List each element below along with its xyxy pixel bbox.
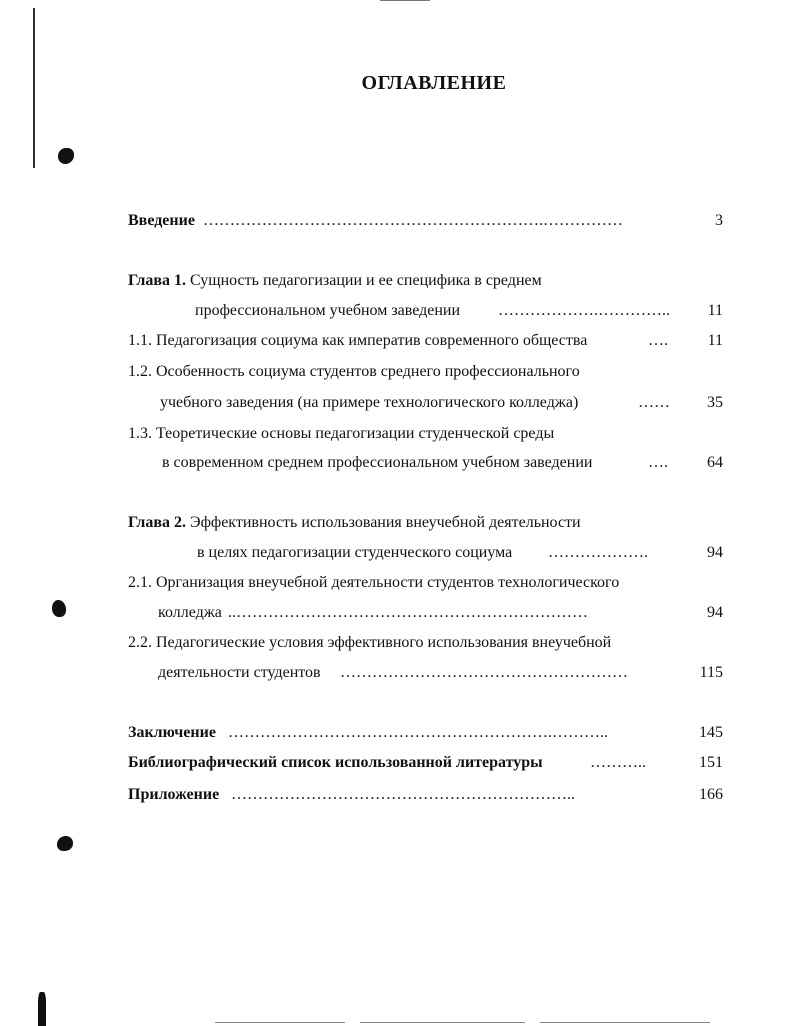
toc-leader: ………..: [590, 754, 646, 771]
page-title: ОГЛАВЛЕНИЕ: [361, 72, 507, 94]
binding-mark: [38, 992, 46, 1026]
toc-entry-1-2: [128, 361, 723, 383]
toc-page-number: 64: [707, 454, 723, 471]
toc-leader: ….: [648, 332, 668, 349]
toc-entry-label: Заключение: [128, 724, 216, 741]
toc-entry-chapter-2: [128, 512, 723, 534]
toc-leader: ………………………………………………: [340, 664, 628, 681]
toc-entry-2-1-cont: [128, 602, 723, 624]
toc-entry-1-1: [128, 330, 723, 352]
toc-entry-label: Приложение: [128, 786, 220, 803]
toc-leader: ……………….…………..: [498, 302, 670, 319]
toc-page-number: 11: [707, 332, 723, 349]
section-title-cont: в современном среднем профессиональном учебном заведении: [162, 454, 593, 471]
hole-punch-mark: [58, 148, 74, 164]
toc-entry-chapter-1: [128, 270, 723, 292]
toc-page-number: 94: [707, 604, 723, 621]
toc-page-number: 35: [707, 394, 723, 411]
toc-leader: ….: [648, 454, 668, 471]
chapter-number: Глава 1.: [128, 272, 186, 289]
toc-leader: ……: [638, 394, 670, 411]
toc-entry-1-2-cont: [128, 392, 723, 414]
section-title: 1.3. Теоретические основы педагогизации студенческой среды: [128, 425, 555, 442]
toc-entry-2-1: [128, 572, 723, 594]
chapter-title: Эффективность использования внеучебной деятельности: [186, 514, 581, 531]
hole-punch-mark: [57, 836, 73, 851]
section-title-cont: деятельности студентов: [158, 664, 321, 681]
toc-leader: ……………………………………………………….……………: [203, 212, 623, 229]
toc-entry-bibliography: [128, 752, 723, 774]
toc-page-number: 11: [707, 302, 723, 319]
chapter-title-cont: профессиональном учебном заведении: [195, 302, 461, 319]
toc-entry-label: Введение: [128, 212, 195, 229]
toc-entry-1-3: [128, 423, 723, 445]
toc-entry-2-2-cont: [128, 662, 723, 684]
toc-leader: …………………………………………………….………..: [228, 724, 608, 741]
toc-entry-chapter-1-cont: [128, 300, 723, 322]
scan-bottom-line: [215, 1022, 345, 1023]
scan-bottom-line: [540, 1022, 710, 1023]
section-title: 2.1. Организация внеучебной деятельности студентов технологического: [128, 574, 620, 591]
toc-page-number: 151: [699, 754, 723, 771]
section-title: 2.2. Педагогические условия эффективного использования внеучебной: [128, 634, 612, 651]
section-title: 1.1. Педагогизация социума как императив современного общества: [128, 332, 588, 349]
chapter-number: Глава 2.: [128, 514, 186, 531]
toc-page-number: 145: [699, 724, 723, 741]
toc-leader: ……………….: [548, 544, 648, 561]
toc-entry-conclusion: [128, 722, 723, 744]
section-title: 1.2. Особенность социума студентов среднего профессионального: [128, 363, 580, 380]
section-title-cont: колледжа: [158, 604, 222, 621]
toc-entry-2-2: [128, 632, 723, 654]
toc-page-number: 94: [707, 544, 723, 561]
section-title-cont: учебного заведения (на примере технологического колледжа): [160, 394, 579, 411]
toc-entry-1-3-cont: [128, 452, 723, 474]
toc-leader: ………………………………………………………..: [231, 786, 575, 803]
toc-leader: ..…………………………………………………………: [228, 604, 588, 621]
toc-entry-label: Библиографический список использованной литературы: [128, 754, 543, 771]
scan-top-line: [380, 0, 430, 1]
scan-bottom-line: [360, 1022, 525, 1023]
chapter-title-cont: в целях педагогизации студенческого социума: [197, 544, 513, 561]
toc-page-number: 115: [699, 664, 723, 681]
toc-entry-chapter-2-cont: [128, 542, 723, 564]
toc-page-number: 166: [699, 786, 723, 803]
toc-entry-intro: [128, 210, 723, 232]
toc-page-number: 3: [715, 212, 723, 229]
toc-entry-appendix: [128, 784, 723, 806]
chapter-title: Сущность педагогизации и ее специфика в среднем: [186, 272, 542, 289]
hole-punch-mark: [52, 600, 66, 617]
